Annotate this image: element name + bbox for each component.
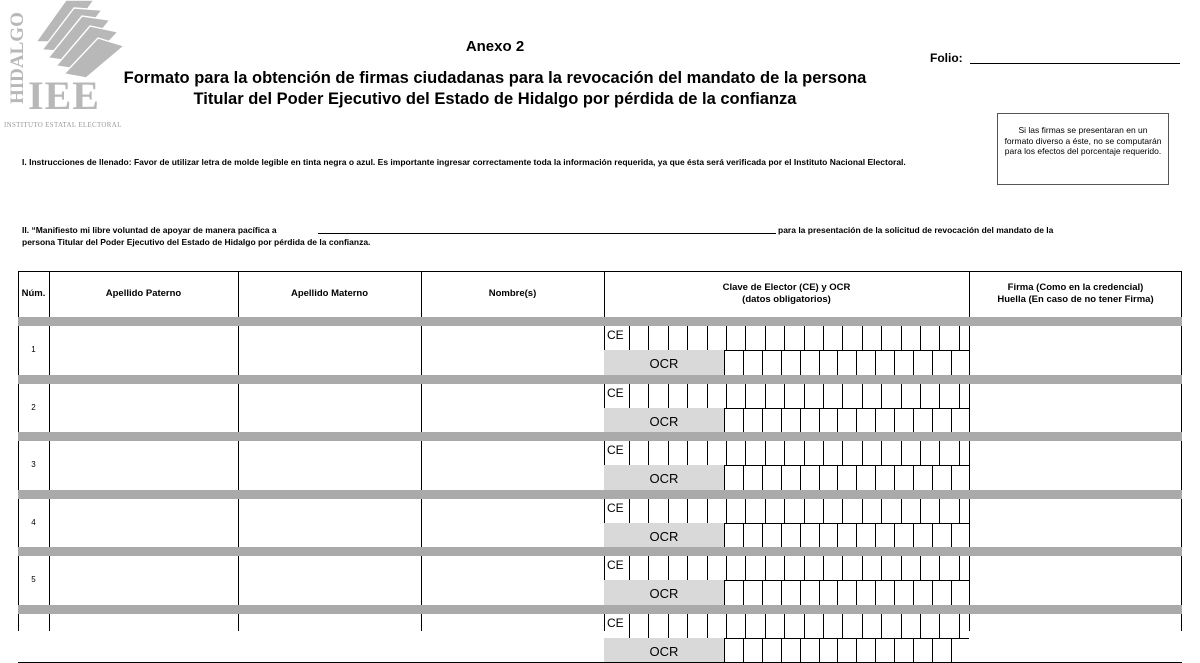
ocr-char-box[interactable] (895, 524, 912, 546)
ocr-char-box[interactable] (876, 466, 893, 488)
ocr-char-box[interactable] (763, 581, 780, 603)
ocr-char-box[interactable] (725, 466, 742, 488)
ocr-label: OCR (649, 413, 679, 429)
firma-header-line2: Huella (En caso de no tener Firma) (997, 294, 1154, 305)
cell-firma[interactable] (970, 556, 1181, 605)
row-separator (18, 605, 1182, 614)
ce-char-box[interactable] (863, 614, 880, 637)
signatures-table (18, 271, 1182, 659)
ocr-char-box[interactable] (857, 639, 874, 661)
ocr-char-box[interactable] (801, 409, 818, 431)
ocr-char-box[interactable] (744, 466, 761, 488)
ce-char-box[interactable] (649, 556, 666, 579)
ce-char-box[interactable] (902, 326, 919, 349)
ce-char-box[interactable] (863, 499, 880, 522)
ocr-char-box[interactable] (952, 639, 969, 661)
ce-char-box[interactable] (727, 556, 744, 579)
ce-char-box[interactable] (882, 326, 899, 349)
ce-char-box[interactable] (746, 384, 763, 407)
ce-char-box[interactable] (727, 384, 744, 407)
ocr-char-box[interactable] (744, 409, 761, 431)
ocr-char-box[interactable] (914, 351, 931, 373)
ce-label: CE (607, 443, 624, 457)
ocr-label: OCR (649, 356, 679, 372)
ce-char-box[interactable] (824, 499, 841, 522)
ocr-char-box[interactable] (895, 466, 912, 488)
ocr-char-box[interactable] (838, 409, 855, 431)
column-header-num: Núm. (21, 288, 46, 299)
ce-char-box[interactable] (785, 326, 802, 349)
row-number: 4 (31, 517, 36, 527)
ocr-char-box[interactable] (820, 639, 837, 661)
ce-char-box[interactable] (669, 499, 686, 522)
cell-apellido-materno[interactable] (239, 326, 420, 375)
column-header-apellido-materno: Apellido Materno (290, 288, 369, 299)
ocr-char-box[interactable] (876, 409, 893, 431)
ce-char-box[interactable] (960, 499, 977, 522)
ce-char-box[interactable] (940, 441, 957, 464)
ocr-char-box[interactable] (744, 581, 761, 603)
manifest-text-start: II. “Manifiesto mi libre voluntad de apoyar de manera pacífica a (22, 225, 277, 235)
row-number: 2 (31, 402, 36, 412)
ocr-char-box[interactable] (914, 466, 931, 488)
ce-char-box[interactable] (708, 326, 725, 349)
ocr-char-box[interactable] (876, 639, 893, 661)
firma-header-line1: Firma (Como en la credencial) (1007, 282, 1144, 293)
ocr-char-box[interactable] (952, 524, 969, 546)
cell-firma[interactable] (970, 614, 1181, 663)
ce-char-box[interactable] (688, 499, 705, 522)
ce-char-box[interactable] (649, 441, 666, 464)
ce-char-box[interactable] (630, 441, 647, 464)
cell-apellido-materno[interactable] (239, 441, 420, 490)
ce-char-box[interactable] (688, 614, 705, 637)
ce-char-box[interactable] (727, 441, 744, 464)
ocr-char-box[interactable] (933, 409, 950, 431)
ocr-label: OCR (649, 586, 679, 602)
ce-char-box[interactable] (843, 384, 860, 407)
ocr-char-box[interactable] (725, 639, 742, 661)
ce-char-box[interactable] (960, 384, 977, 407)
ce-char-box[interactable] (960, 556, 977, 579)
ocr-char-box[interactable] (933, 524, 950, 546)
ocr-char-box[interactable] (933, 639, 950, 661)
ce-char-box[interactable] (630, 614, 647, 637)
ce-char-box[interactable] (824, 556, 841, 579)
ce-char-box[interactable] (766, 384, 783, 407)
ce-label: CE (607, 615, 624, 630)
ocr-char-box[interactable] (801, 524, 818, 546)
ce-char-box[interactable] (746, 441, 763, 464)
cell-nombres[interactable] (422, 326, 603, 375)
cell-apellido-paterno[interactable] (50, 614, 237, 663)
ce-char-box[interactable] (902, 614, 919, 637)
ocr-label: OCR (649, 471, 679, 487)
ce-char-box[interactable] (727, 614, 744, 637)
ce-char-box[interactable] (630, 499, 647, 522)
ce-char-box[interactable] (766, 614, 783, 637)
ocr-char-box[interactable] (838, 351, 855, 373)
ocr-char-box[interactable] (801, 581, 818, 603)
cell-nombres[interactable] (422, 614, 603, 663)
ocr-char-box[interactable] (725, 351, 742, 373)
ce-char-box[interactable] (630, 326, 647, 349)
ce-char-box[interactable] (805, 326, 822, 349)
column-header-clave-elector (604, 271, 969, 317)
ocr-char-box[interactable] (782, 581, 799, 603)
ce-char-box[interactable] (863, 326, 880, 349)
ce-char-box[interactable] (960, 614, 977, 637)
ocr-char-box[interactable] (914, 581, 931, 603)
ce-char-box[interactable] (785, 441, 802, 464)
ocr-label: OCR (649, 528, 679, 544)
logo-main-text: IEE (28, 73, 100, 118)
ce-label: CE (607, 558, 624, 572)
page-title: Formato para la obtención de firmas ciudadanas para la revocación del mandato de la persona Titular del Poder Ejecutivo del Estado de Hidalgo por pérdida de la confianza (123, 69, 867, 108)
ce-char-box[interactable] (882, 614, 899, 637)
ocr-char-box[interactable] (933, 581, 950, 603)
ocr-char-box[interactable] (820, 466, 837, 488)
ocr-char-box[interactable] (782, 351, 799, 373)
clave-header-line1: Clave de Elector (CE) y OCR (722, 282, 851, 293)
cell-firma[interactable] (970, 384, 1181, 433)
ocr-char-box[interactable] (763, 466, 780, 488)
ce-char-box[interactable] (921, 614, 938, 637)
row-number: 3 (31, 460, 36, 470)
cell-firma[interactable] (970, 441, 1181, 490)
ocr-char-box[interactable] (820, 581, 837, 603)
ocr-label: OCR (649, 643, 679, 659)
ocr-char-box[interactable] (876, 351, 893, 373)
ce-char-box[interactable] (882, 499, 899, 522)
ce-char-box[interactable] (708, 441, 725, 464)
ocr-char-box[interactable] (895, 639, 912, 661)
ce-char-box[interactable] (708, 499, 725, 522)
ce-char-box[interactable] (824, 441, 841, 464)
ce-char-box[interactable] (940, 326, 957, 349)
row-separator (18, 432, 1182, 441)
ce-char-box[interactable] (649, 614, 666, 637)
ocr-char-box[interactable] (914, 639, 931, 661)
ce-label: CE (607, 328, 624, 342)
ocr-char-box[interactable] (952, 351, 969, 373)
manifest-text-end: para la presentación de la solicitud de revocación del mandato de la (778, 225, 1054, 235)
row-separator (18, 375, 1182, 384)
ce-char-box[interactable] (688, 556, 705, 579)
ce-char-box[interactable] (688, 384, 705, 407)
ce-char-box[interactable] (863, 556, 880, 579)
ce-char-box[interactable] (940, 499, 957, 522)
ocr-char-box[interactable] (895, 351, 912, 373)
ocr-char-box[interactable] (782, 466, 799, 488)
logo-vertical-label: HIDALGO (7, 12, 28, 104)
ocr-char-box[interactable] (801, 639, 818, 661)
ce-char-box[interactable] (766, 556, 783, 579)
ce-char-box[interactable] (805, 441, 822, 464)
ocr-char-box[interactable] (876, 581, 893, 603)
row-separator (18, 317, 1182, 326)
ce-char-box[interactable] (940, 556, 957, 579)
ce-char-box[interactable] (766, 326, 783, 349)
ocr-char-box[interactable] (744, 639, 761, 661)
ce-char-box[interactable] (902, 384, 919, 407)
ocr-char-box[interactable] (857, 581, 874, 603)
ce-char-box[interactable] (843, 614, 860, 637)
iee-logo (0, 0, 132, 130)
ocr-char-box[interactable] (857, 524, 874, 546)
ocr-char-box[interactable] (914, 524, 931, 546)
ce-char-box[interactable] (688, 441, 705, 464)
ce-char-box[interactable] (902, 441, 919, 464)
ce-char-box[interactable] (960, 326, 977, 349)
ocr-char-box[interactable] (782, 409, 799, 431)
row-separator (18, 490, 1182, 499)
table-top-border (18, 271, 1182, 272)
cell-apellido-materno[interactable] (239, 499, 420, 548)
ce-char-box[interactable] (805, 556, 822, 579)
ce-char-box[interactable] (843, 499, 860, 522)
ocr-char-box[interactable] (763, 524, 780, 546)
ce-char-box[interactable] (921, 384, 938, 407)
instructions-text: I. Instrucciones de llenado: Favor de utilizar letra de molde legible en tinta negra o azul. Es importante ingresar correctamente toda la información requerida, ya que ésta será verificada por el Instituto Nacional Electoral. (22, 157, 906, 167)
ocr-char-box[interactable] (952, 409, 969, 431)
row-number: 1 (31, 345, 36, 355)
ce-char-box[interactable] (630, 384, 647, 407)
ocr-char-box[interactable] (933, 466, 950, 488)
cell-apellido-materno[interactable] (239, 384, 420, 433)
ce-char-box[interactable] (882, 384, 899, 407)
ocr-char-box[interactable] (763, 351, 780, 373)
cell-apellido-paterno[interactable] (50, 441, 237, 490)
ocr-char-box[interactable] (952, 466, 969, 488)
ocr-char-box[interactable] (838, 581, 855, 603)
ce-char-box[interactable] (785, 499, 802, 522)
ce-char-box[interactable] (766, 499, 783, 522)
ce-char-box[interactable] (921, 326, 938, 349)
clave-header-line2: (datos obligatorios) (742, 294, 831, 305)
cell-nombres[interactable] (422, 556, 603, 605)
ocr-char-box[interactable] (782, 524, 799, 546)
ce-char-box[interactable] (669, 614, 686, 637)
ce-char-box[interactable] (863, 441, 880, 464)
cell-apellido-paterno[interactable] (50, 326, 237, 375)
ce-char-box[interactable] (727, 326, 744, 349)
ocr-char-box[interactable] (801, 351, 818, 373)
annex-title: Anexo 2 (465, 38, 525, 55)
ce-char-box[interactable] (669, 441, 686, 464)
ce-char-box[interactable] (902, 499, 919, 522)
ce-label: CE (607, 500, 624, 515)
ce-char-box[interactable] (746, 556, 763, 579)
ocr-char-box[interactable] (725, 524, 742, 546)
ce-char-box[interactable] (921, 556, 938, 579)
cell-apellido-paterno[interactable] (50, 556, 237, 605)
column-header-firma (969, 271, 1182, 317)
ce-char-box[interactable] (805, 614, 822, 637)
ocr-char-box[interactable] (914, 409, 931, 431)
ocr-char-box[interactable] (820, 351, 837, 373)
cell-nombres[interactable] (422, 499, 603, 548)
cell-apellido-paterno[interactable] (50, 384, 237, 433)
ce-char-box[interactable] (843, 441, 860, 464)
ocr-char-box[interactable] (895, 409, 912, 431)
ocr-char-box[interactable] (838, 639, 855, 661)
ce-char-box[interactable] (746, 326, 763, 349)
ce-char-box[interactable] (882, 441, 899, 464)
cell-firma[interactable] (970, 499, 1181, 548)
ce-char-box[interactable] (824, 614, 841, 637)
ce-char-box[interactable] (960, 441, 977, 464)
ce-char-box[interactable] (649, 326, 666, 349)
ocr-char-box[interactable] (763, 639, 780, 661)
ocr-char-box[interactable] (801, 466, 818, 488)
ce-char-box[interactable] (882, 556, 899, 579)
ocr-char-box[interactable] (744, 351, 761, 373)
folio-label: Folio: (930, 51, 963, 65)
cell-nombres[interactable] (422, 384, 603, 433)
cell-firma[interactable] (970, 326, 1181, 375)
ce-char-box[interactable] (746, 614, 763, 637)
ce-char-box[interactable] (824, 326, 841, 349)
logo-subtitle: INSTITUTO ESTATAL ELECTORAL (4, 121, 122, 129)
cell-apellido-materno[interactable] (239, 614, 420, 663)
manifest-text-continued: persona Titular del Poder Ejecutivo del Estado de Hidalgo por pérdida de la confianza. (22, 237, 371, 247)
folio-field[interactable] (970, 63, 1180, 64)
ocr-char-box[interactable] (838, 524, 855, 546)
ce-char-box[interactable] (902, 556, 919, 579)
ocr-char-box[interactable] (820, 409, 837, 431)
ce-char-box[interactable] (746, 499, 763, 522)
ce-char-box[interactable] (805, 499, 822, 522)
ce-char-box[interactable] (727, 499, 744, 522)
ocr-char-box[interactable] (725, 581, 742, 603)
manifest-name-field[interactable] (318, 233, 776, 234)
ce-char-box[interactable] (669, 384, 686, 407)
ce-char-box[interactable] (824, 384, 841, 407)
ce-char-box[interactable] (921, 441, 938, 464)
notice-box: Si las firmas se presentaran en un formato diverso a éste, no se computarán para los efectos del porcentaje requerido. (997, 113, 1169, 185)
ocr-char-box[interactable] (857, 409, 874, 431)
ce-char-box[interactable] (843, 556, 860, 579)
ce-char-box[interactable] (863, 384, 880, 407)
ocr-char-box[interactable] (763, 409, 780, 431)
ocr-char-box[interactable] (895, 581, 912, 603)
ce-char-box[interactable] (649, 384, 666, 407)
ocr-char-box[interactable] (933, 351, 950, 373)
ce-char-box[interactable] (805, 384, 822, 407)
ce-char-box[interactable] (688, 326, 705, 349)
ce-char-box[interactable] (708, 556, 725, 579)
row-number: 5 (31, 575, 36, 585)
ce-char-box[interactable] (669, 556, 686, 579)
column-header-nombres: Nombre(s) (488, 288, 537, 299)
ocr-char-box[interactable] (725, 409, 742, 431)
ce-char-box[interactable] (921, 499, 938, 522)
row-separator (18, 547, 1182, 556)
ce-char-box[interactable] (785, 384, 802, 407)
ce-char-box[interactable] (708, 614, 725, 637)
ce-char-box[interactable] (649, 499, 666, 522)
ocr-char-box[interactable] (744, 524, 761, 546)
ce-char-box[interactable] (785, 614, 802, 637)
ocr-char-box[interactable] (952, 581, 969, 603)
ce-char-box[interactable] (940, 614, 957, 637)
ce-char-box[interactable] (785, 556, 802, 579)
ocr-char-box[interactable] (857, 351, 874, 373)
ce-char-box[interactable] (766, 441, 783, 464)
ce-char-box[interactable] (708, 384, 725, 407)
ce-label: CE (607, 385, 624, 400)
ocr-char-box[interactable] (876, 524, 893, 546)
ce-char-box[interactable] (669, 326, 686, 349)
ce-char-box[interactable] (630, 556, 647, 579)
ocr-char-box[interactable] (820, 524, 837, 546)
cell-apellido-materno[interactable] (239, 556, 420, 605)
ocr-char-box[interactable] (857, 466, 874, 488)
cell-nombres[interactable] (422, 441, 603, 490)
ce-char-box[interactable] (940, 384, 957, 407)
ce-char-box[interactable] (843, 326, 860, 349)
column-header-apellido-paterno: Apellido Paterno (105, 288, 182, 299)
ocr-char-box[interactable] (782, 639, 799, 661)
cell-apellido-paterno[interactable] (50, 499, 237, 548)
ocr-char-box[interactable] (838, 466, 855, 488)
